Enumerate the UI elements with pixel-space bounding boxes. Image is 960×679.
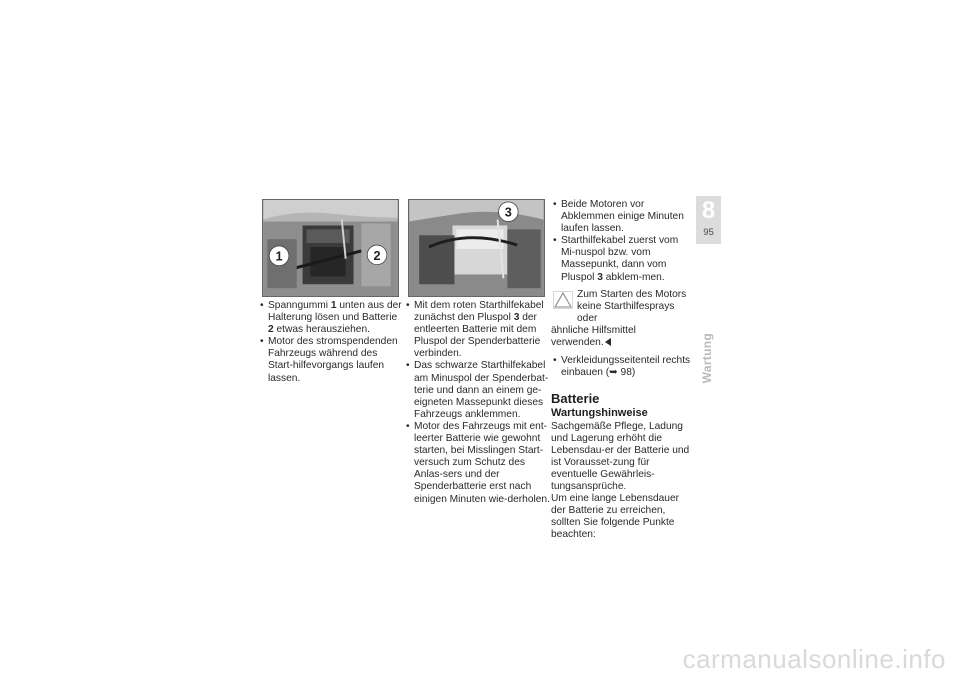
battery-photo-2-image <box>409 200 544 296</box>
page-number: 95 <box>703 227 714 238</box>
watermark-text: carmanualsonline.info <box>682 644 946 674</box>
caution-note-line-1: Zum Starten des Motors <box>577 288 687 300</box>
callout-3: 3 <box>504 204 512 220</box>
chapter-number: 8 <box>701 197 716 224</box>
callout-1: 1 <box>275 248 283 264</box>
instruction-list-2 <box>404 300 550 506</box>
list-item: • Verkleidungsseitenteil rechts einbauen (➥ 98) <box>551 355 691 379</box>
battery-photo-2 <box>408 199 545 297</box>
end-of-note-icon <box>605 338 611 346</box>
caution-triangle-icon <box>553 291 573 309</box>
subsection-title: Wartungshinweise <box>551 407 648 420</box>
list-item: • Beide Motoren vor Abklemmen einige Minuten laufen lassen. <box>551 199 691 235</box>
text-column-2 <box>404 300 550 506</box>
caution-note <box>551 289 691 349</box>
list-item: • Motor des Fahrzeugs mit ent-leerter Batterie wie gewohnt starten, bei Misslingen Start-versuch zum Schutz des Anlas-sers und der Spenderbatterie erst nach einigen Minuten wie-derholen. <box>404 421 550 506</box>
instruction-list-3b <box>551 355 691 379</box>
page-reference-link[interactable]: 98) <box>617 367 636 379</box>
list-item: • Spanngummi 1 unten aus der Halterung lösen und Batterie 2 etwas herausziehen. <box>258 300 402 336</box>
text-column-3 <box>551 199 691 541</box>
caution-note-line-3: ähnliche Hilfsmittel verwenden. <box>551 324 636 349</box>
page-reference-arrow-icon: ➥ <box>609 367 618 379</box>
list-item: • Das schwarze Starthilfekabel am Minuspol der Spenderbat-terie und dann an einem ge-eigneten Massepunkt dieses Fahrzeugs anklemmen. <box>404 360 550 420</box>
battery-photo-1-image <box>263 200 398 296</box>
callout-2: 2 <box>373 247 381 263</box>
instruction-list-3 <box>551 199 691 284</box>
paragraph: Um eine lange Lebensdauer der Batterie zu erreichen, sollten Sie folgende Punkte beachten: <box>551 493 680 541</box>
caution-note-line-2: keine Starthilfesprays oder <box>577 300 675 324</box>
instruction-list-1 <box>258 300 402 385</box>
chapter-tab <box>696 196 721 244</box>
text-column-1 <box>258 300 402 385</box>
paragraph: Sachgemäße Pflege, Ladung und Lagerung erhöht die Lebensdau-er der Batterie und ist Vorausset-zung für eventuelle Gewährleis-tungsansprüche. <box>551 420 690 492</box>
list-item: • Mit dem roten Starthilfekabel zunächst den Pluspol 3 der entleerten Batterie mit dem Pluspol der Spenderbatterie verbinden. <box>404 300 550 360</box>
chapter-title-vertical: Wartung <box>700 333 714 384</box>
section-title: Batterie <box>551 391 600 407</box>
list-item: • Starthilfekabel zuerst vom Mi-nuspol bzw. vom Massepunkt, dann vom Pluspol 3 abklem-men. <box>551 235 691 283</box>
list-item: • Motor des stromspendenden Fahrzeugs während des Start-hilfevorgangs laufen lassen. <box>258 336 402 384</box>
battery-photo-1 <box>262 199 399 297</box>
